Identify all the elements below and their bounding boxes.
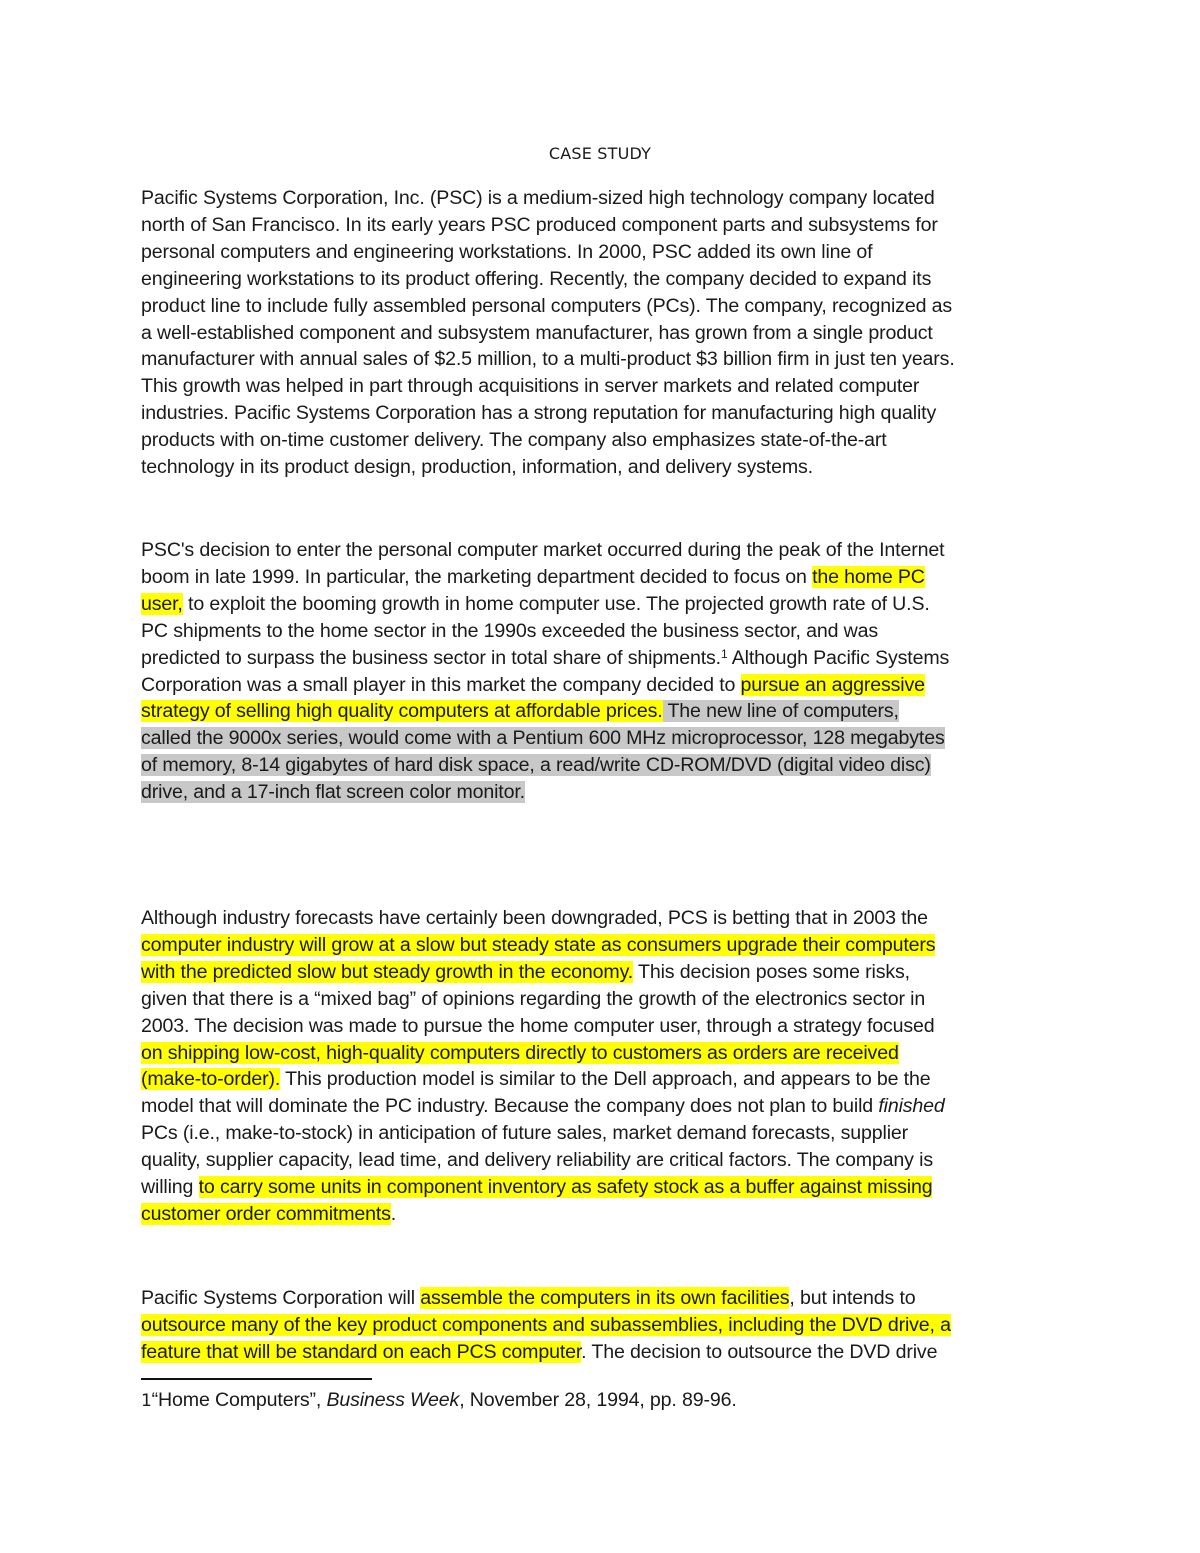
text-run: Pacific Systems Corporation will <box>141 1287 421 1309</box>
text-line <box>141 779 1066 806</box>
highlighted-text: pursue an aggressive <box>740 673 925 696</box>
text-line <box>141 1040 1066 1067</box>
text-line <box>141 725 1066 752</box>
text-run: , but intends to <box>789 1287 916 1309</box>
text-line: manufacturer with annual sales of $2.5 million, to a multi-product $3 billion firm in just ten years. <box>141 348 955 371</box>
gray-highlighted-text: The new line of computers, <box>662 700 899 723</box>
text-line: PCs (i.e., make-to-stock) in anticipation of future sales, market demand forecasts, supplier <box>141 1122 909 1145</box>
gray-highlighted-text: of memory, 8-14 gigabytes of hard disk space, a read/write CD-ROM/DVD (digital video disc) <box>141 754 931 777</box>
text-run: . The decision to outsource the DVD drive <box>581 1340 938 1363</box>
highlighted-text: (make-to-order). <box>141 1068 281 1091</box>
highlighted-text: the home PC <box>812 565 925 588</box>
text-line <box>141 1093 1066 1120</box>
document-title: CASE STUDY <box>548 144 652 163</box>
footnote-text: “Home Computers”, <box>151 1389 327 1411</box>
text-line: industries. Pacific Systems Corporation has a strong reputation for manufacturing high quality <box>141 402 937 425</box>
text-line: products with on-time customer delivery. The company also emphasizes state-of-the-art <box>141 429 887 452</box>
text-run: to exploit the booming growth in home computer use. The projected growth rate of U.S. <box>182 592 930 615</box>
footnote <box>141 1387 737 1414</box>
text-line: PSC's decision to enter the personal computer market occurred during the peak of the Internet <box>141 539 945 561</box>
gray-highlighted-text: drive, and a 17-inch flat screen color monitor. <box>141 781 525 804</box>
paragraph-market-entry <box>141 537 1066 806</box>
paragraph-outsourcing <box>141 1285 1066 1366</box>
text-line: This growth was helped in part through acquisitions in server markets and related computer <box>141 375 920 398</box>
gray-highlighted-text: called the 9000x series, would come with a Pentium 600 MHz microprocessor, 128 megabytes <box>141 727 945 750</box>
highlighted-text: outsource many of the key product components and subassemblies, including the DVD drive, a <box>141 1313 951 1336</box>
text-line <box>141 564 1066 591</box>
text-line: north of San Francisco. In its early years PSC produced component parts and subsystems for <box>141 213 938 236</box>
text-line: personal computers and engineering workstations. In 2000, PSC added its own line of <box>141 240 873 263</box>
text-run: This decision poses some risks, <box>633 960 910 983</box>
italic-text: finished <box>878 1095 945 1118</box>
text-run: predicted to surpass the business sector in total share of shipments. <box>141 646 721 669</box>
paragraph-company-overview <box>141 185 1066 481</box>
text-run: willing <box>141 1176 199 1199</box>
text-run: Although Pacific Systems <box>727 646 950 669</box>
text-line <box>141 1285 1066 1312</box>
text-line <box>141 1339 1066 1366</box>
text-line <box>141 645 1066 672</box>
text-line <box>141 1174 1066 1201</box>
text-line <box>141 591 1066 618</box>
text-line: product line to include fully assembled personal computers (PCs). The company, recognized as <box>141 294 953 317</box>
text-line <box>141 698 1066 725</box>
highlighted-text: customer order commitments <box>141 1202 391 1225</box>
paragraph-forecast <box>141 905 1066 1228</box>
text-line: PC shipments to the home sector in the 1990s exceeded the business sector, and was <box>141 619 879 642</box>
text-line <box>141 932 1066 959</box>
text-line <box>141 1201 1066 1228</box>
text-run: . <box>390 1202 397 1225</box>
highlighted-text: with the predicted slow but steady growth in the economy. <box>141 960 634 983</box>
text-line <box>141 959 1066 986</box>
text-run: Corporation was a small player in this market the company decided to <box>141 673 741 696</box>
text-line: technology in its product design, production, information, and delivery systems. <box>141 456 813 479</box>
footnote-text: , November 28, 1994, pp. 89-96. <box>459 1389 737 1411</box>
text-line: given that there is a “mixed bag” of opinions regarding the growth of the electronics sector in <box>141 987 926 1010</box>
text-line <box>141 752 1066 779</box>
highlighted-text: on shipping low-cost, high-quality computers directly to customers as orders are received <box>141 1041 899 1064</box>
highlighted-text: strategy of selling high quality computers at affordable prices. <box>141 700 663 723</box>
text-line <box>141 1066 1066 1093</box>
highlighted-text: assemble the computers in its own facilities <box>420 1287 790 1309</box>
highlighted-text: to carry some units in component inventory as safety stock as a buffer against missing <box>198 1176 933 1199</box>
text-line: Pacific Systems Corporation, Inc. (PSC) is a medium-sized high technology company located <box>141 187 935 209</box>
text-line: quality, supplier capacity, lead time, and delivery reliability are critical factors. The company is <box>141 1149 933 1172</box>
text-line: a well-established component and subsystem manufacturer, has grown from a single product <box>141 321 933 344</box>
footnote-source-title: Business Week <box>326 1389 460 1411</box>
text-line: engineering workstations to its product offering. Recently, the company decided to expand its <box>141 267 932 290</box>
highlighted-text: computer industry will grow at a slow but steady state as consumers upgrade their computers <box>141 933 936 956</box>
text-line <box>141 1312 1066 1339</box>
footnote-separator <box>141 1378 372 1380</box>
text-run: This production model is similar to the Dell approach, and appears to be the <box>280 1068 931 1091</box>
footnote-number: 1 <box>141 1391 152 1411</box>
text-line: Although industry forecasts have certainly been downgraded, PCS is betting that in 2003 the <box>141 907 928 929</box>
footnote-reference[interactable]: 1 <box>720 646 728 661</box>
highlighted-text: user, <box>141 592 183 615</box>
text-line <box>141 672 1066 699</box>
text-line: 2003. The decision was made to pursue the home computer user, through a strategy focused <box>141 1014 935 1037</box>
text-run: model that will dominate the PC industry. Because the company does not plan to build <box>141 1095 879 1118</box>
text-run: boom in late 1999. In particular, the marketing department decided to focus on <box>141 565 813 588</box>
highlighted-text: feature that will be standard on each PCS computer <box>141 1340 582 1363</box>
